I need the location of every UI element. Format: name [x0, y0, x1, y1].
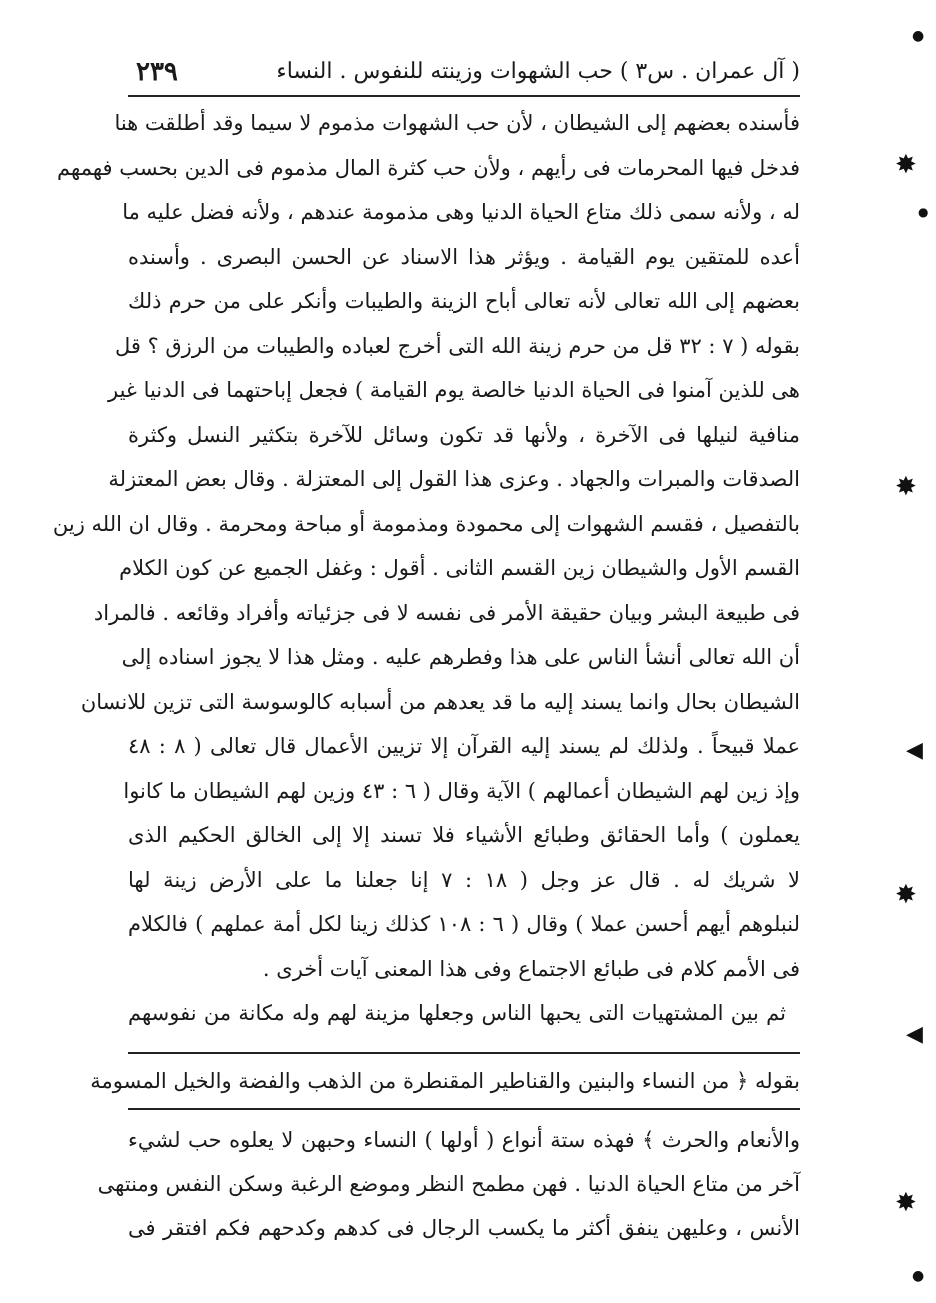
- main-text: [52, 101, 801, 1036]
- text-line: هى للذين آمنوا فى الحياة الدنيا خالصة يوم القيامة ) فجعل إباحتهما فى الدنيا غير: [107, 378, 800, 402]
- scan-mark: ✸: [895, 472, 917, 502]
- text-line: الأنس ، وعليهن ينفق أكثر ما يكسب الرجال فى كدهم وكدحهم فكم افتقر فى: [128, 1216, 800, 1240]
- text-line: وإذ زين لهم الشيطان أعمالهم ) الآية وقال ( ٦ : ٤٣ وزين لهم الشيطان ما كانوا: [123, 778, 800, 803]
- page-number: ٢٣٩: [136, 57, 178, 87]
- verse-rule-bottom: [128, 1108, 800, 1110]
- scan-mark: ●: [912, 1268, 925, 1284]
- text-line: عملا قبيحاً . ولذلك لم يسند إليه القرآن إلا تزيين الأعمال قال تعالى ( ٨ : ٤٨: [128, 734, 800, 758]
- text-line: آخر من متاع الحياة الدنيا . فهن مطمح النظر وموضع الرغبة وسكن النفس ومنتهى: [97, 1172, 800, 1196]
- verse-line: بقوله ﴿ من النساء والبنين والقناطير المقنطرة من الذهب والفضة والخيل المسومة: [90, 1069, 800, 1093]
- text-line: له ، ولأنه سمى ذلك متاع الحياة الدنيا وهى مذمومة عندهم ، ولأنه فضل عليه ما: [122, 200, 800, 224]
- text-line: بقوله ( ٧ : ٣٢ قل من حرم زينة الله التى أخرج لعباده والطيبات من الرزق ؟ قل: [114, 333, 800, 358]
- scan-mark: ●: [918, 205, 929, 219]
- scan-mark: ✸: [895, 150, 917, 180]
- text-line: أعده للمتقين يوم القيامة . ويؤثر هذا الاسناد عن الحسن البصرى . وأسنده: [128, 244, 800, 269]
- text-line: لا شريك له . قال عز وجل ( ١٨ : ٧ إنا جعلنا ما على الأرض زينة لها: [128, 867, 801, 892]
- text-line: لنبلوهم أيهم أحسن عملا ) وقال ( ٦ : ١٠٨ كذلك زينا لكل أمة عملهم ) فالكلام: [128, 912, 800, 936]
- text-line: فى الأمم كلام فى طبائع الاجتماع وفى هذا المعنى آيات أخرى .: [262, 956, 800, 981]
- text-line: منافية لنيلها فى الآخرة ، ولأنها قد تكون وسائل للآخرة بتكثير النسل وكثرة: [128, 422, 800, 447]
- text-line: أن الله تعالى أنشأ الناس على هذا وفطرهم عليه . ومثل هذا لا يجوز اسناده إلى: [121, 645, 800, 669]
- text-line: فى طبيعة البشر وبيان حقيقة الأمر فى نفسه لا فى جزئياته وأفراد وقائعه . فالمراد: [93, 600, 800, 625]
- text-line: يعملون ) وأما الحقائق وطبائع الأشياء فلا تسند إلا إلى الخالق الحكيم الذى: [128, 823, 800, 847]
- text-line: الشيطان بحال وانما يسند إليه ما قد يعدهم من أسبابه كالوسوسة التى تزين للانسان: [80, 689, 800, 714]
- scan-mark: ◀: [906, 1022, 923, 1047]
- scan-mark: ●: [912, 28, 925, 44]
- scan-mark: ◀: [906, 738, 923, 763]
- scan-mark: ✸: [895, 880, 917, 910]
- page-header: [128, 52, 800, 92]
- commentary-text: [97, 1118, 800, 1250]
- verse-block: [90, 1060, 800, 1102]
- text-line: ثم بين المشتهيات التى يحبها الناس وجعلها مزينة لهم وله مكانة من نفوسهم: [128, 1001, 786, 1025]
- text-line: والأنعام والحرث ﴾ فهذه ستة أنواع ( أولها ) النساء وحبهن لا يعلوه حب لشيء: [128, 1128, 800, 1152]
- text-line: القسم الأول والشيطان زين القسم الثانى . أقول : وغفل الجميع عن كون الكلام: [119, 556, 800, 580]
- verse-rule-top: [128, 1052, 800, 1054]
- running-title: ( آل عمران . س٣ ) حب الشهوات وزينته للنفوس . النساء: [276, 59, 800, 84]
- text-line: بعضهم إلى الله تعالى لأنه تعالى أباح الزينة والطيبات وأنكر على من حرم ذلك: [128, 289, 800, 313]
- scan-mark: ✸: [895, 1188, 917, 1218]
- text-line: بالتفصيل ، فقسم الشهوات إلى محمودة ومذمومة أو مباحة ومحرمة . وقال ان الله زين: [52, 511, 800, 536]
- header-rule: [128, 95, 800, 97]
- text-line: الصدقات والمبرات والجهاد . وعزى هذا القول إلى المعتزلة . وقال بعض المعتزلة: [108, 467, 800, 491]
- text-line: فدخل فيها المحرمات فى رأيهم ، ولأن حب كثرة المال مذموم فى الدين بحسب فهمهم: [57, 155, 800, 180]
- text-line: فأسنده بعضهم إلى الشيطان ، لأن حب الشهوات مذموم لا سيما وقد أطلقت هنا: [114, 111, 800, 135]
